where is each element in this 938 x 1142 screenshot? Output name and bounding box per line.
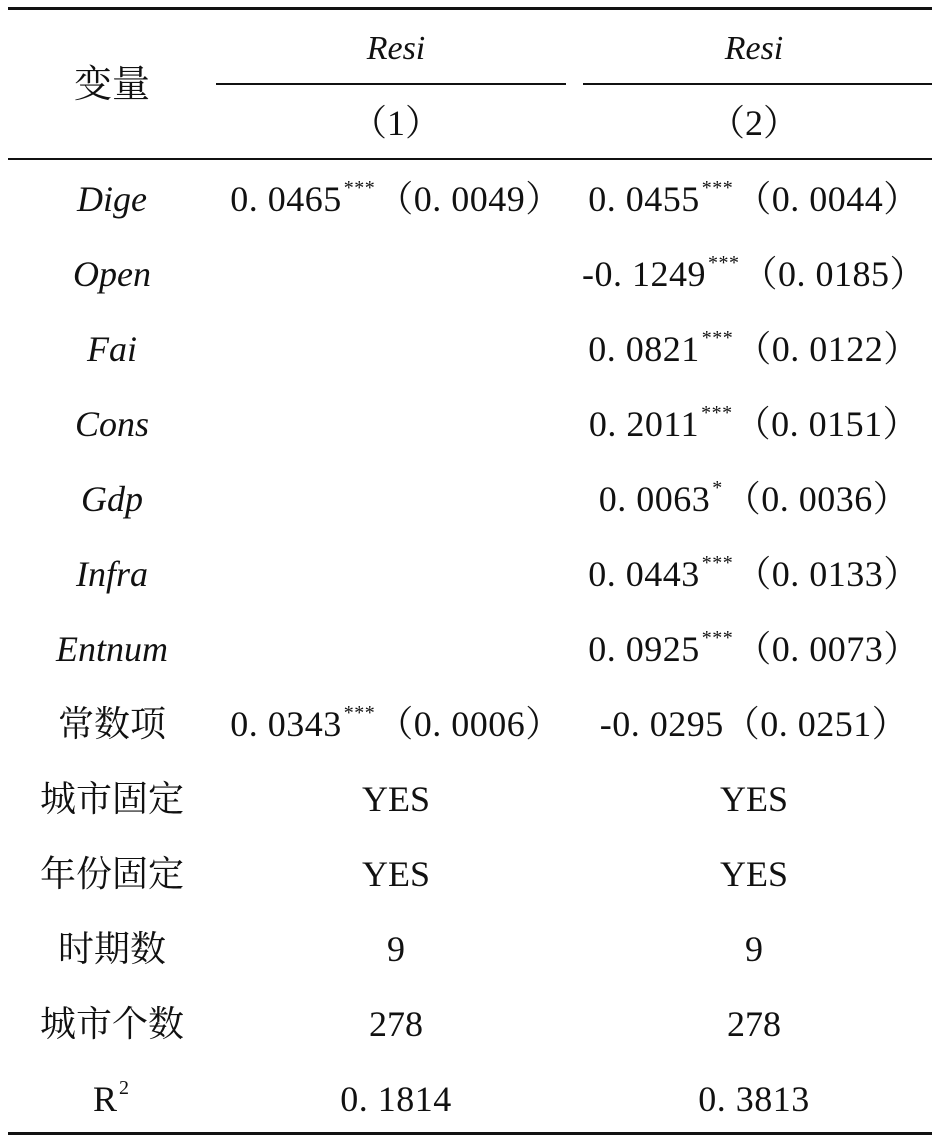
cell-fai-model-2: 0. 0821 ***（0. 0122） — [588, 327, 920, 369]
cell-cons-model-2: 0. 2011 ***（0. 0151） — [588, 402, 920, 444]
cell-city-count-model-2: 278 — [727, 1004, 781, 1044]
cell-entnum-model-2: 0. 0925 ***（0. 0073） — [588, 627, 920, 669]
row-label-r-squared: R $^2$ — [92, 1077, 129, 1119]
row-label-infra: Infra — [76, 554, 148, 594]
header-dep-var-1: Resi — [366, 30, 426, 67]
cell-dige-model-2: 0. 0455 ***（0. 0044） — [588, 177, 920, 219]
cell-periods-model-1: 9 — [387, 929, 405, 969]
cell-gdp-model-2: 0. 0063 *（0. 0036） — [598, 477, 910, 519]
header-model-1: （1） — [350, 103, 441, 143]
row-label-periods: 时期数 — [57, 929, 166, 969]
cell-open-model-2: -0. 1249 ***（0. 0185） — [581, 252, 926, 294]
cell-year-fe-model-2: YES — [719, 854, 788, 894]
row-label-city-count: 城市个数 — [39, 1004, 184, 1044]
row-label-cons: Cons — [74, 404, 150, 444]
header-variable: 变量 — [73, 64, 150, 106]
row-label-city-fe: 城市固定 — [39, 779, 184, 819]
bottom-rule — [8, 1132, 932, 1135]
header-subrule-1 — [216, 83, 566, 85]
row-label-constant: 常数项 — [57, 704, 166, 744]
cell-r-squared-model-2: 0. 3813 — [698, 1079, 810, 1119]
header-subrule-2 — [583, 83, 932, 85]
row-label-entnum: Entnum — [56, 629, 168, 669]
top-rule — [8, 7, 932, 10]
cell-infra-model-2: 0. 0443 ***（0. 0133） — [588, 552, 920, 594]
row-label-open: Open — [73, 254, 151, 294]
cell-city-fe-model-1: YES — [361, 779, 430, 819]
row-label-gdp: Gdp — [81, 479, 143, 519]
cell-periods-model-2: 9 — [745, 929, 763, 969]
cell-r-squared-model-1: 0. 1814 — [340, 1079, 452, 1119]
cell-dige-model-1: 0. 0465 ***（0. 0049） — [230, 177, 562, 219]
cell-city-count-model-1: 278 — [369, 1004, 423, 1044]
row-label-year-fe: 年份固定 — [39, 854, 184, 894]
cell-year-fe-model-1: YES — [361, 854, 430, 894]
cell-city-fe-model-2: YES — [719, 779, 788, 819]
header-dep-var-2: Resi — [724, 30, 784, 67]
row-label-dige: Dige — [77, 179, 147, 219]
header-model-2: （2） — [708, 103, 799, 143]
cell-constant-model-1: 0. 0343 ***（0. 0006） — [230, 702, 562, 744]
cell-constant-model-2: -0. 0295（0. 0251） — [599, 704, 909, 744]
row-label-fai: Fai — [87, 329, 137, 369]
mid-rule — [8, 158, 932, 160]
